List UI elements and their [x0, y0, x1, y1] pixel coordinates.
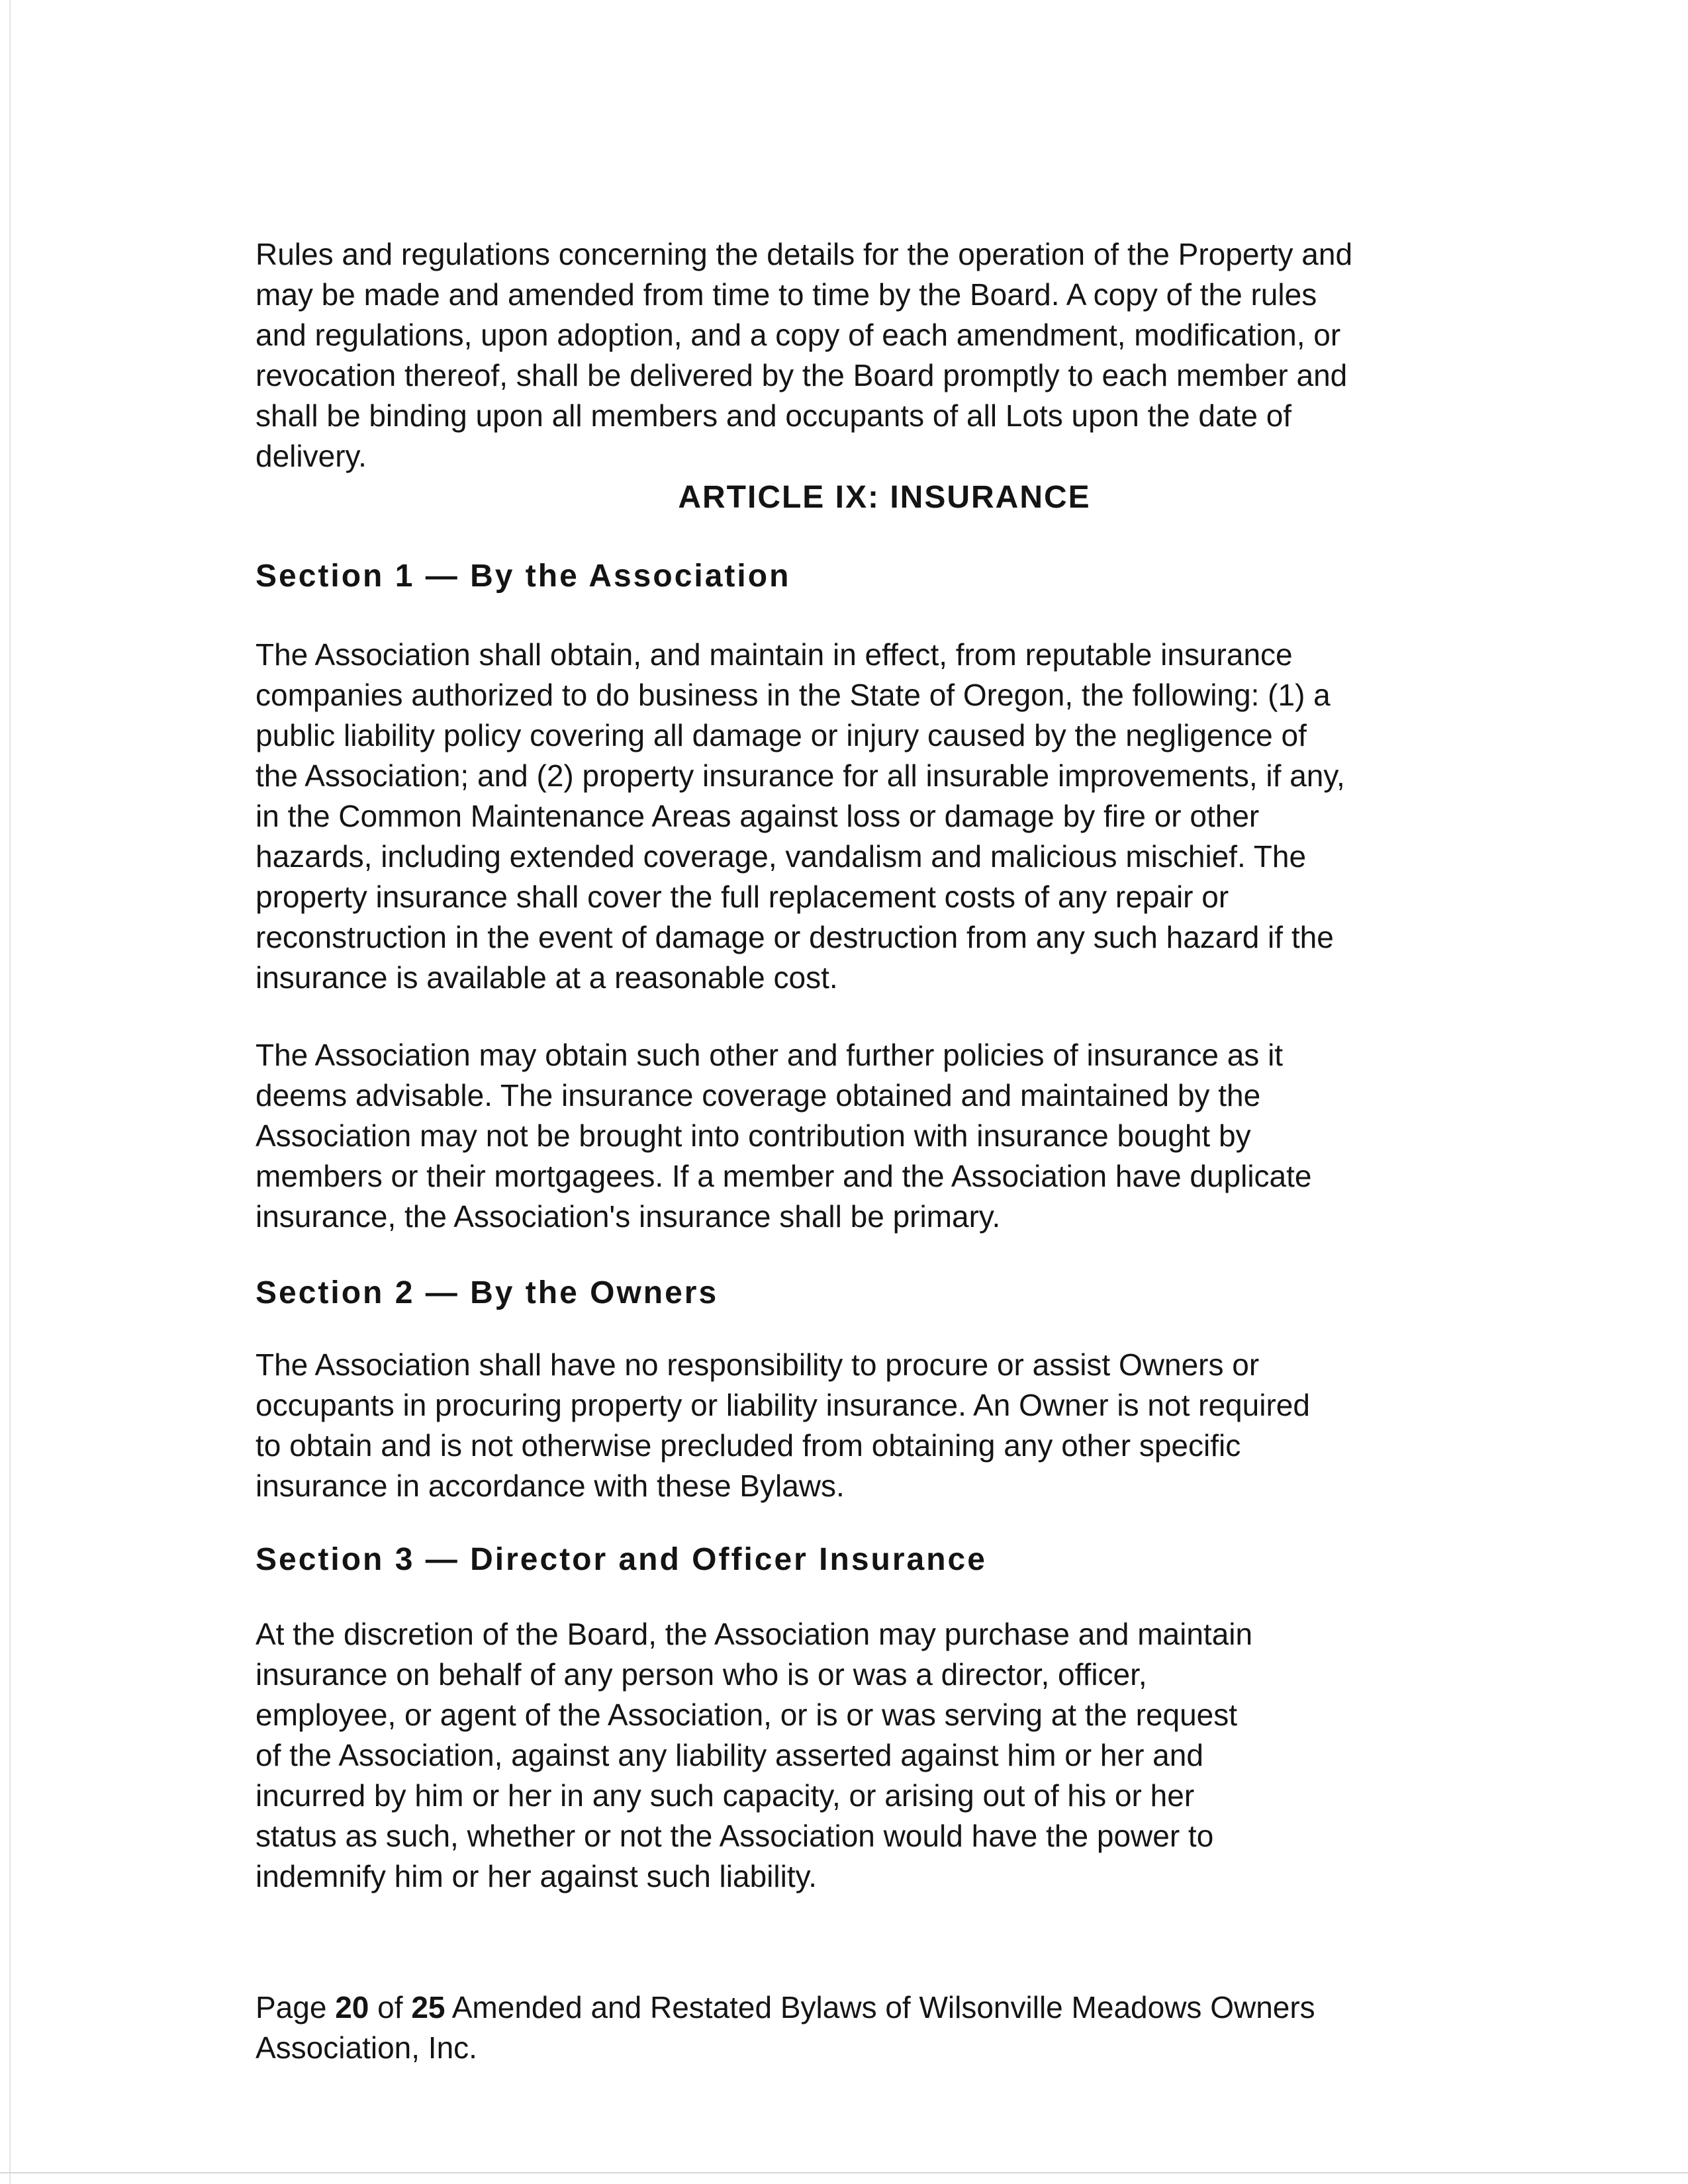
footer-page-number: 20 [335, 1990, 369, 2025]
section-1-paragraph-2: The Association may obtain such other and further policies of insurance as it deems advisable. The insurance coverage obtained and maintained by the Association may not be brought into contribution with insurance bought by members or their mortgagees. If a member and the Association have duplicate insurance, the Association's insurance shall be primary. [256, 1038, 1312, 1234]
scan-edge-bottom [0, 2172, 1688, 2173]
page-footer [256, 1987, 1513, 2068]
scan-edge-left [9, 0, 11, 2184]
section-2-paragraph-1: The Association shall have no responsibility to procure or assist Owners or occupants in procuring property or liability insurance. An Owner is not required to obtain and is not otherwise precluded from obtaining any other specific insurance in accordance with these Bylaws. [256, 1347, 1310, 1503]
footer-page-label: Page [256, 1990, 327, 2025]
footer-total-pages: 25 [411, 1990, 445, 2025]
page-content [256, 234, 1467, 1897]
section-1-heading: Section 1 — By the Association [256, 559, 791, 594]
article-title: ARTICLE IX: INSURANCE [678, 480, 1091, 515]
intro-paragraph: Rules and regulations concerning the details for the operation of the Property and may be made and amended from time to time by the Board. A copy of the rules and regulations, upon adoption, and a copy of each amendment, modification, or revocation thereof, shall be delivered by the Board promptly to each member and shall be binding upon all members and occupants of all Lots upon the date of delivery. [256, 237, 1353, 473]
footer-of-label: of [377, 1990, 403, 2025]
section-3-heading: Section 3 — Director and Officer Insurance [256, 1542, 987, 1577]
section-3-paragraph-1: At the discretion of the Board, the Association may purchase and maintain insurance on behalf of any person who is or was a director, officer, employee, or agent of the Association, or is or was serving at the request of the Association, against any liability asserted against him or her and incurred by him or her in any such capacity, or arising out of his or her status as such, whether or not the Association would have the power to indemnify him or her against such liability. [256, 1617, 1253, 1893]
footer-document-title: Amended and Restated Bylaws of Wilsonville Meadows Owners Association, Inc. [256, 1990, 1315, 2065]
section-2-heading: Section 2 — By the Owners [256, 1275, 719, 1310]
section-1-paragraph-1: The Association shall obtain, and maintain in effect, from reputable insurance companies authorized to do business in the State of Oregon, the following: (1) a public liability policy covering all damage or injury caused by the negligence of the Association; and (2) property insurance for all insurable improvements, if any, in the Common Maintenance Areas against loss or damage by fire or other hazards, including extended coverage, vandalism and malicious mischief. The property insurance shall cover the full replacement costs of any repair or reconstruction in the event of damage or destruction from any such hazard if the insurance is available at a reasonable cost. [256, 637, 1345, 995]
